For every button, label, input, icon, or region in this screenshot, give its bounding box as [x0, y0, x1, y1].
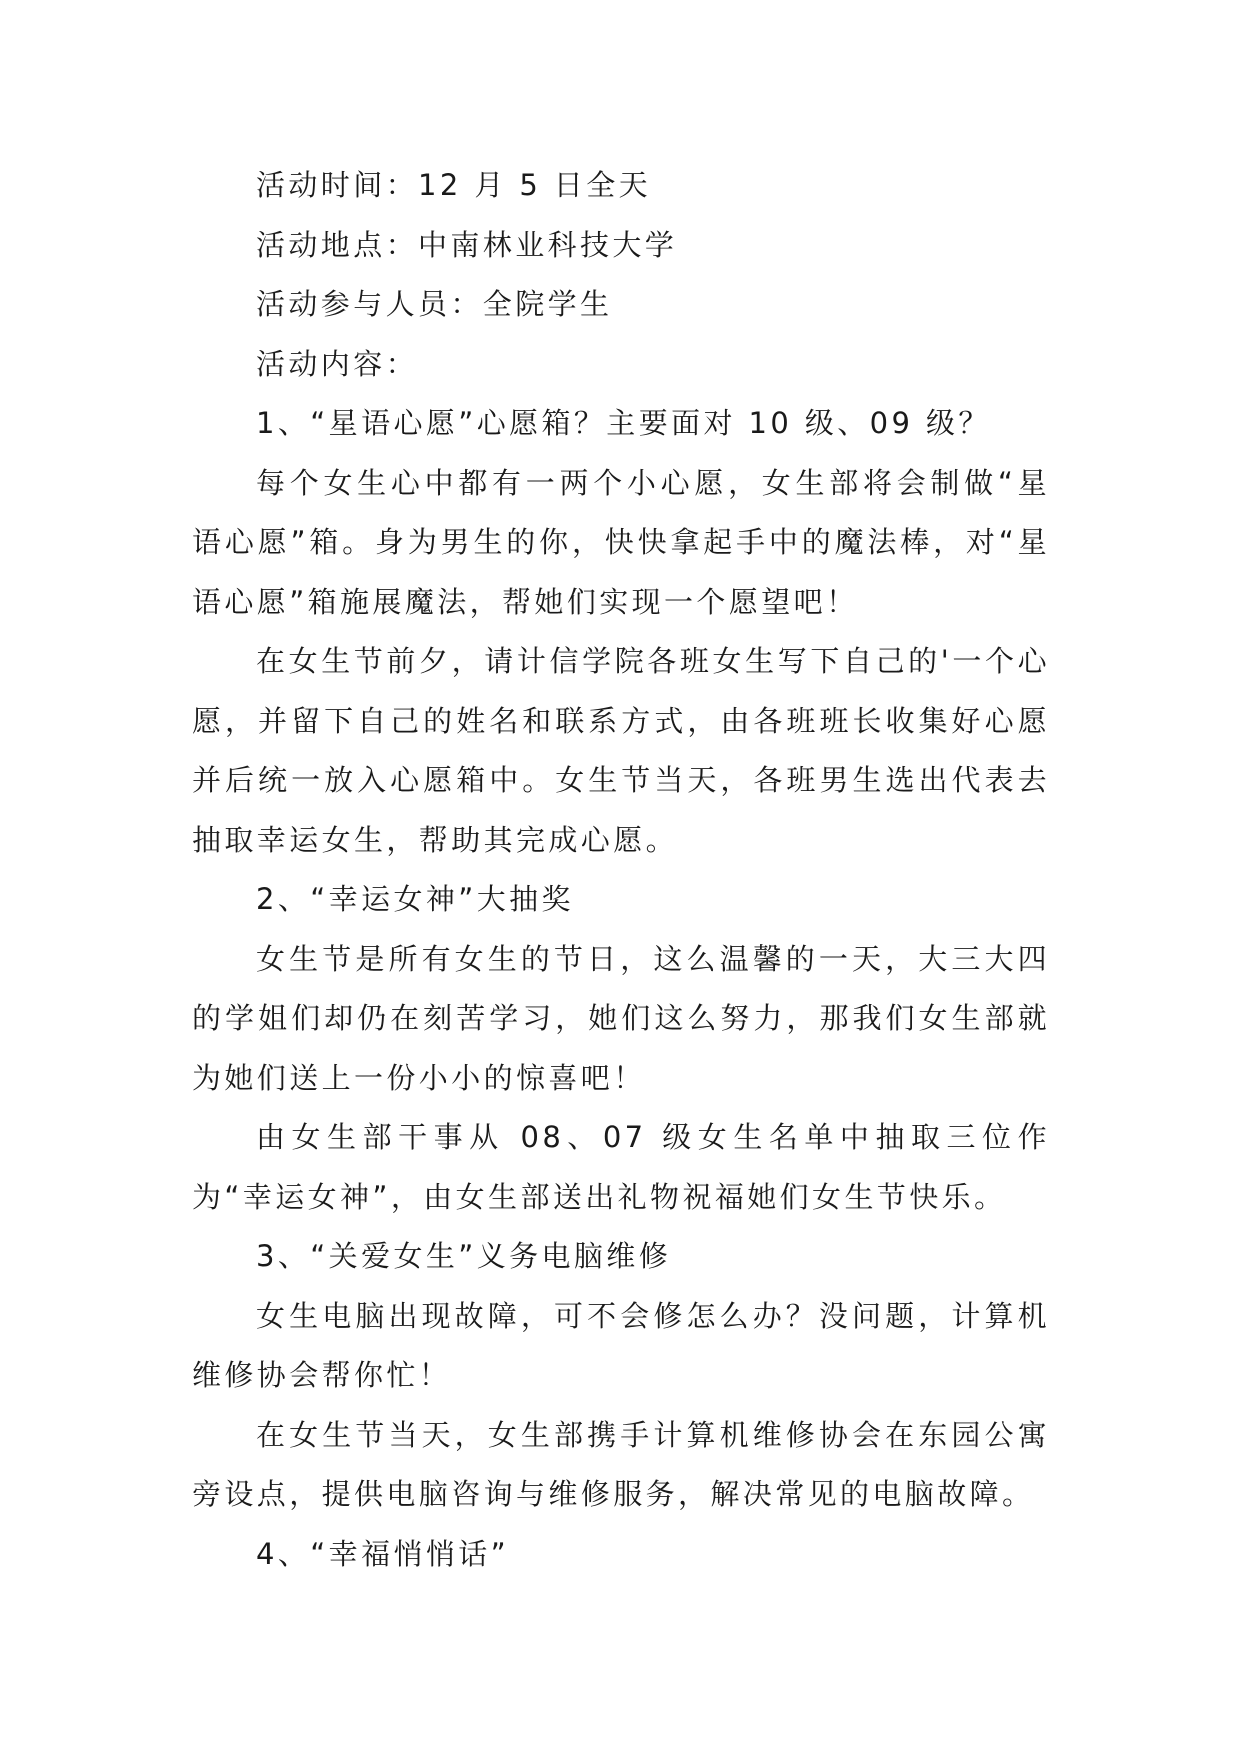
- paragraph: 在女生节当天，女生部携手计算机维修协会在东园公寓旁设点，提供电脑咨询与维修服务，解决常见的电脑故障。: [192, 1417, 1050, 1511]
- paragraph-activity-location: 活动地点：中南林业科技大学: [256, 227, 678, 262]
- section-heading-3: 3、“关爱女生”义务电脑维修: [256, 1239, 672, 1273]
- paragraph-activity-time: 活动时间：12 月 5 日全天: [256, 168, 652, 202]
- section-heading-1: 1、“星语心愿”心愿箱？主要面对 10 级、09 级？: [256, 406, 991, 440]
- paragraph: 由女生部干事从 08、07 级女生名单中抽取三位作为“幸运女神”，由女生部送出礼物祝福她们女生节快乐。: [192, 1120, 1050, 1214]
- document-body: [192, 156, 1050, 1584]
- section-heading-2: 2、“幸运女神”大抽奖: [256, 882, 574, 916]
- paragraph: 在女生节前夕，请计信学院各班女生写下自己的'一个心愿，并留下自己的姓名和联系方式，由各班班长收集好心愿并后统一放入心愿箱中。女生节当天，各班男生选出代表去抽取幸运女生，帮助其完成心愿。: [192, 644, 1050, 857]
- paragraph-activity-content-heading: 活动内容：: [256, 346, 419, 381]
- section-heading-4: 4、“幸福悄悄话”: [256, 1536, 510, 1571]
- paragraph: 每个女生心中都有一两个小心愿，女生部将会制做“星语心愿”箱。身为男生的你，快快拿起手中的魔法棒，对“星语心愿”箱施展魔法，帮她们实现一个愿望吧！: [192, 465, 1050, 619]
- paragraph: 女生电脑出现故障，可不会修怎么办？没问题，计算机维修协会帮你忙！: [192, 1298, 1050, 1392]
- paragraph: 女生节是所有女生的节日，这么温馨的一天，大三大四的学姐们却仍在刻苦学习，她们这么努力，那我们女生部就为她们送上一份小小的惊喜吧！: [192, 941, 1050, 1095]
- paragraph-participants: 活动参与人员：全院学生: [256, 287, 613, 321]
